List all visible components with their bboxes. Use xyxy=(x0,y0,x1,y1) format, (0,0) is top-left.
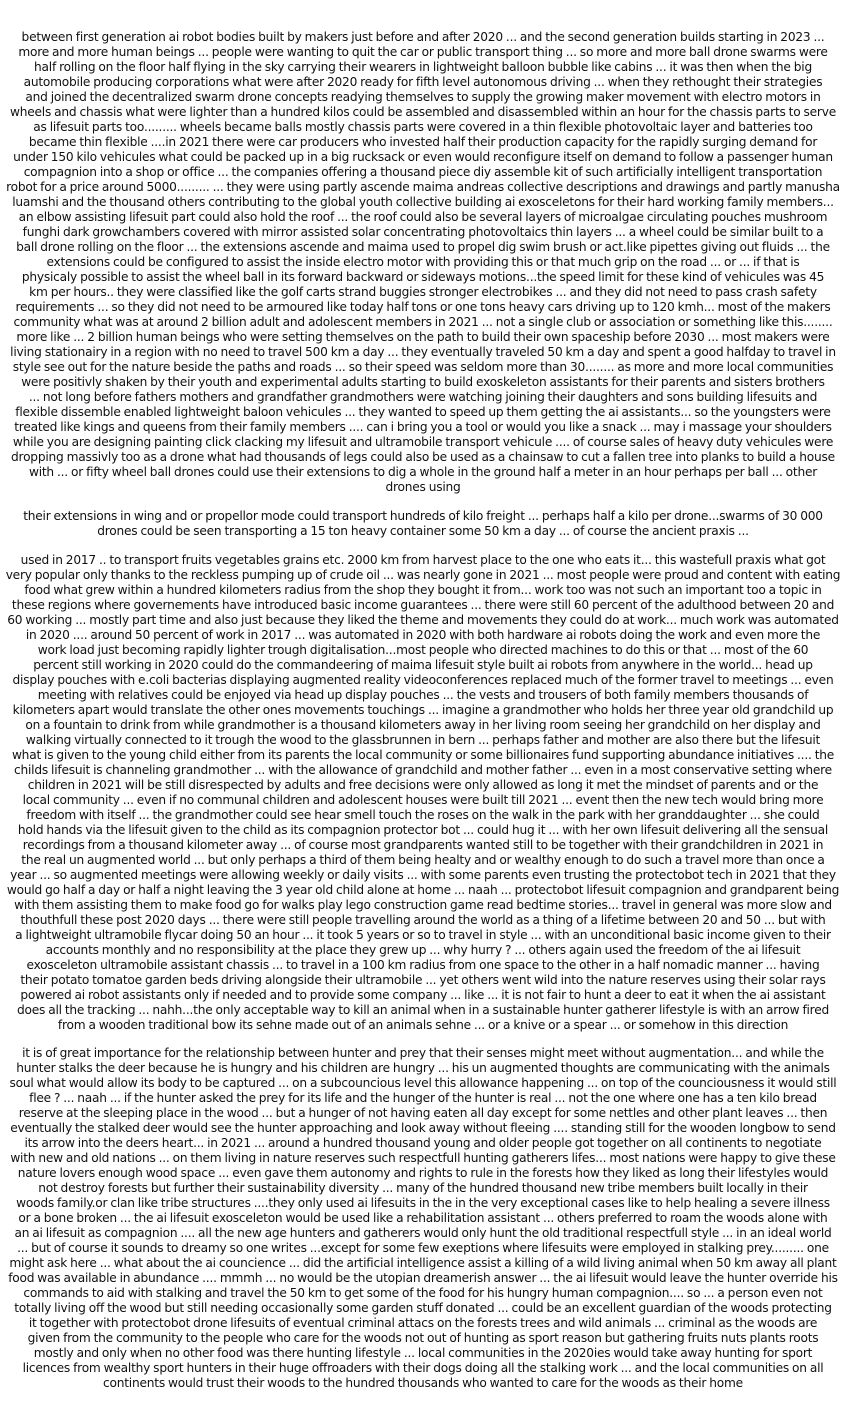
paragraph-spacer xyxy=(0,495,846,509)
paragraph-3: used in 2017 .. to transport fruits vegetables grains etc. 2000 km from harvest place to the one who eats it... this wastefull praxis what got very popular only thanks to the reckless pumping up of crude oil ... was nearly gone in 2021 ... most people were proud and content with eating food what grew within a hundred kilometers radius from the shop they bought it from... work too was not such an important too a topic in these regions where governements have introduced basic income guarantees ... there were still 60 percent of the adulthood between 20 and 60 working ... mostly part time and also just because they liked the theme and movements they could do at work... much work was automated in 2020 .... around 50 percent of work in 2017 ... was automated in 2020 with both hardware ai robots doing the work and even more the work load just becoming rapidly lighter trough digitalisation...most people who directed machines to do this or that ... most of the 60 percent still working in 2020 could do the commandeering of maima lifesuit style built ai robots from anywhere in the world... head up display pouches with e.coli bacterias displaying augmented reality videoconferences replaced much of the former travel to meetings ... even meeting with relatives could be enjoyed via head up display pouches ... the vests and trousers of both family members thousands of kilometers apart would translate the other ones movements touchings ... imagine a grandmother who holds her three year old grandchild up on a fountain to drink from while grandmother is a thousand kilometers away in her living room seeing her grandchild on her display and walking virtually connected to it trough the wood to the glassbrunnen in bern ... perhaps father and mother are also there but the lifesuit what is given to the young child either from its parents the local community or some billionaires fund supporting abundance initiatives .... the childs lifesuit is channeling grandmother ... with the allowance of grandchild and mother father ... even in a most conservative setting where children in 2021 will be still disrespected by adults and free decisions were only allowed as long it met the mindset of parents and or the local community ... even if no communal children and adolescent houses were built till 2021 ... event then the new tech would bring more freedom with itself ... the grandmother could see hear smell touch the roses on the walk in the park with her granddaughter ... she could hold hands via the lifesuit given to the child as its compagnion protector bot ... could hug it ... with her own lifesuit delivering all the sensual recordings from a thousand kilometer away ... of course most grandparents wanted still to be together with their grandchildren in 2021 in the real un augmented world ... but only perhaps a third of them being healty and or wealthy enough to do such a travel more than once a year ... so augmented meetings were allowing weekly or daily visits ... with some parents even trusting the protectobot tech in 2021 that they would go half a day or half a night leaving the 3 year old child alone at home ... naah ... protectobot lifesuit compagnion and grandparent being with them assisting them to make food go for walks play lego construction game read bedtime stories... travel in general was more slow and thouthfull these post 2020 days ... there were still people travelling around the world as a thing of a lifetime between 20 and 50 ... but with a lightweight ultramobile flycar doing 50 an hour ... it took 5 years or so to travel in style ... with an unconditional basic income given to their accounts monthly and no responsibility at the place they grew up ... why hurry ? ... others again used the freedom of the ai lifesuit exosceleton ultramobile assistant chassis ... to travel in a 100 km radius from one space to the other in a half nomadic manner ... having their potato tomatoe garden beds driving alongside their ultramobile ... yet others went wild into the nature reserves using their solar rays powered ai robot assistants only if needed and to provide some company ... like ... it is not fair to hunt a deer to eat it when the ai assistant does all the tracking ... nahh...the only acceptable way to kill an animal when in a sustainable hunter gatherer lifestyle is with an arrow fired from a wooden traditional bow its sehne made out of an animals sehne ... or a knive or a spear ... or somehow in this direction xyxy=(5,553,841,1032)
paragraph-spacer xyxy=(0,1033,846,1046)
paragraph-1: between first generation ai robot bodies built by makers just before and after 2020 ... and the second generation builds starting in 2023 ... more and more human beings ... people were wanting to quit the car or public transport thing ... so more and more ball drone swarms were half rolling on the floor half flying in the sky carrying their wearers in lightweight balloon bubble like cabins ... it was then when the big automobile producing corporations what were after 2020 ready for fifth level autonomous driving ... when they rethought their strategies and joined the decentralized swarm drone concepts readying themselves to supply the growing maker movement with electro motors in wheels and chassis what were lighter than a hundred kilos could be assembled and disassembled within an hour for the chassis parts to serve as lifesuit parts too......... wheels became balls mostly chassis parts were covered in a thin flexible photovoltaic layer and batteries too became thin flexible ....in 2021 there were car producers who invested half their production capacity for the rapidly surging demand for under 150 kilo vehicules what could be packed up in a big rucksack or even would reconfigure itself on demand to follow a passenger human compagnion into a shop or office ... the companies offering a thousand piece diy assemble kit of such artificially intelligent transportation robot for a price around 5000......... ... they were using partly ascende maima andreas collective descriptions and drawings and partly manusha luamshi and the thousand others contributing to the global youth collective building ai exosceletons for their hard working family members... an elbow assisting lifesuit part could also hold the roof ... the roof could also be several layers of microalgae circulating pouches mushroom funghi dark growchambers covered with mirror assisted solar concentrating photovoltaics thin layers ... a wheel could be similar built to a ball drone rolling on the floor ... the extensions ascende and maima used to propel dig swim brush or act.like pipettes giving out fluids ... the extensions could be configured to assist the inside electro motor with providing this or that much grip on the road ... or ... if that is physicaly possible to assist the wheel ball in its forward backward or sideways motions...the speed limit for these kind of vehicules was 45 km per hours.. they were classified like the golf carts strand buggies stronger electrobikes ... and they did not need to pass crash safety requirements ... so they did not need to be armoured like today half tons or one tons heavy cars driving up to 120 kmh... most of the makers community what was at around 2 billion adult and adolescent members in 2021 ... not a single club or association or something like this........ more like ... 2 billion human beings who were setting themselves on the path to build their own spaceship before 2030 ... most makers were living stationairy in a region with no need to travel 500 km a day ... they eventually traveled 50 km a day and spent a good halfday to travel in style see out for the nature beside the paths and roads ... so their speed was seldom more than 30........ as more and more local communities were positivly shaken by their youth and experimental adults starting to build exoskeleton assistants for their parents and sisters brothers ... not long before fathers mothers and grandfather grandmothers were watching joining their daughters and sons building lifesuits and flexible dissemble enabled lightweight baloon vehicules ... they wanted to speed up them getting the ai assistants... so the youngsters were treated like kings and queens from their family members .... can i bring you a tool or would you like a snack ... may i massage your shoulders while you are designing painting click clacking my lifesuit and ultramobile transport vehicule .... of course sales of heavy duty vehicules were dropping massivly too as a drone what had thousands of legs could also be used as a chainsaw to cut a fallen tree into planks to build a house with ... or fifty wheel ball drones could use their extensions to dig a whole in the ground half a meter in an hour perhaps per ball ... other drones using xyxy=(6,30,840,494)
paragraph-spacer xyxy=(0,539,846,553)
paragraph-2: their extensions in wing and or propellor mode could transport hundreds of kilo freight ... perhaps half a kilo per drone...swarms of 30 000 drones could be seen transporting a 15 ton heavy container some 50 km a day ... of course the ancient praxis ... xyxy=(23,509,823,538)
paragraph-4: it is of great importance for the relationship between hunter and prey that their senses might meet without augmentation... and while the hunter stalks the deer because he is hungry and his children are hungry ... his un augmented thoughts are communicating with the animals soul what would allow its body to be captured ... on a subcouncious level this allowance happening ... on top of the counciousness it would still flee ? ... naah ... if the hunter asked the prey for its life and the hunger of the hunter is real ... not the one where one has a ten kilo bread reserve at the sleeping place in the wood ... but a hunger of not having eaten all day except for some nettles and other plant leaves ... then eventually the stalked deer would see the hunter approaching and look away without fleeing .... standing still for the wooden longbow to send its arrow into the deers heart... in 2021 ... around a hundred thousand young and older people got together on all continents to negotiate with new and old nations ... on them living in nature reserves such respectfull hunting gatherers lifes... most nations were happy to give these nature lovers enough wood space ... even gave them autonomy and rights to rule in the forests how they liked as long their lifestyles would not destroy forests but further their sustainability diversity ... many of the hundred thousand new tribe members built locally in their woods family.or clan like tribe structures ....they only used ai lifesuits in the in the very exceptional cases like to help healing a severe illness or a bone broken ... the ai lifesuit exosceleton would be used like a rehabilitation assistant ... others preferred to roam the woods alone with an ai lifesuit as compagnion .... all the new age hunters and gatherers would only hunt the old traditional respectfull style ... in an ideal world ... but of course it sounds to dreamy so one writes ...except for some few exeptions where lifesuits were employed in stalking prey......... one might ask here ... what about the ai councience ... did the artificial intelligence assist a killing of a wild living animal when 50 km away all plant food was available in abundance .... mmmh ... no would be the utopian dreamerish answer ... the ai lifesuit would leave the hunter override his commands to aid with stalking and travel the 50 km to get some of the food for his hungry human compagnion.... so ... a person even not totally living off the wood but still needing occasionally some garden stuff donated ... could be an excellent guardian of the woods protecting it together with protectobot drone lifesuits of eventual criminal attacs on the forests trees and wild animals ... criminal as the woods are given from the community to the people who care for the woods not out of hunting as sport reason but gathering fruits nuts plants roots mostly and only when no other food was there hunting lifestyle ... local communities in the 2020ies would take away hunting for sport licences from wealthy sport hunters in their huge offroaders with their dogs doing all the stalking work ... and the local communities on all continents would trust their woods to the hundred thousands who wanted to care for the woods as their home xyxy=(8,1046,838,1390)
